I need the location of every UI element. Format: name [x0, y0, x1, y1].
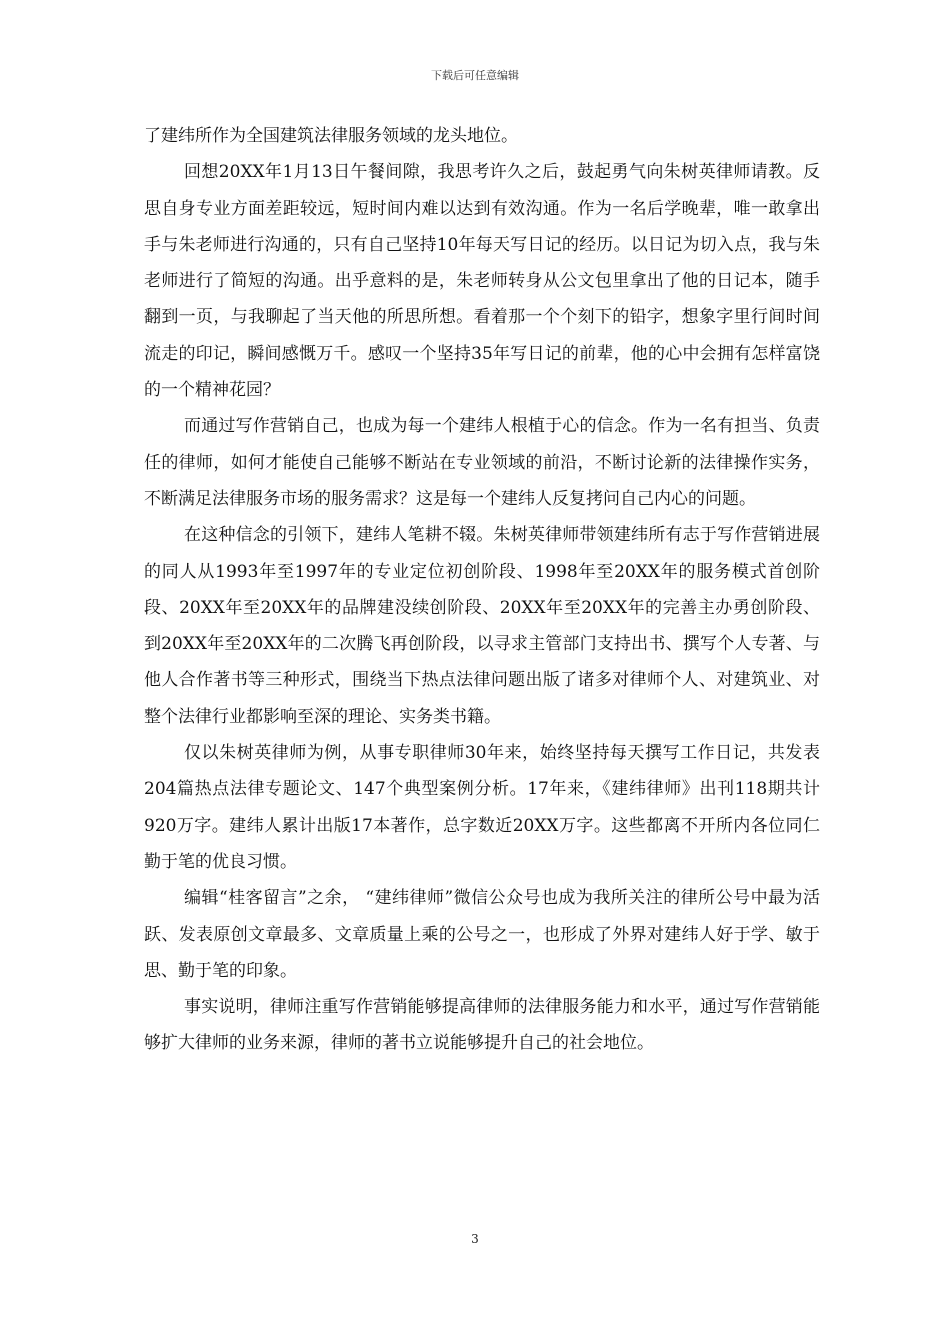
- paragraph: 回想20XX年1月13日午餐间隙，我思考许久之后，鼓起勇气向朱树英律师请教。反思自身专业方面差距较远，短时间内难以达到有效沟通。作为一名后学晚辈，唯一敢拿出手与朱老师进行沟通的，只有自己坚持10年每天写日记的经历。以日记为切入点，我与朱老师进行了简短的沟通。出乎意料的是，朱老师转身从公文包里拿出了他的日记本，随手翻到一页，与我聊起了当天他的所思所想。看着那一个个刻下的铅字，想象字里行间时间流走的印记，瞬间感慨万千。感叹一个坚持35年写日记的前辈，他的心中会拥有怎样富饶的一个精神花园？: [144, 162, 820, 401]
- document-body: [144, 118, 820, 1062]
- page-header: 下载后可任意编辑: [431, 69, 519, 82]
- paragraph: 在这种信念的引领下，建纬人笔耕不辍。朱树英律师带领建纬所有志于写作营销进展的同人从1993年至1997年的专业定位初创阶段、1998年至20XX年的服务模式首创阶段、20XX年至20XX年的品牌建没续创阶段、20XX年至20XX年的完善主办勇创阶段、到20XX年至20XX年的二次腾飞再创阶段，以寻求主管部门支持出书、撰写个人专著、与他人合作著书等三种形式，围绕当下热点法律问题出版了诸多对律师个人、对建筑业、对整个法律行业都影响至深的理论、实务类书籍。: [144, 525, 820, 727]
- paragraph: 事实说明，律师注重写作营销能够提高律师的法律服务能力和水平，通过写作营销能够扩大律师的业务来源，律师的著书立说能够提升自己的社会地位。: [144, 997, 820, 1054]
- paragraph: 编辑“桂客留言”之余， “建纬律师”微信公众号也成为我所关注的律所公号中最为活跃、发表原创文章最多、文章质量上乘的公号之一，也形成了外界对建纬人好于学、敏于思、勤于笔的印象。: [144, 888, 820, 981]
- paragraph-continuation: 了建纬所作为全国建筑法律服务领域的龙头地位。: [144, 126, 518, 146]
- paragraph: 而通过写作营销自己，也成为每一个建纬人根植于心的信念。作为一名有担当、负责任的律师，如何才能使自己能够不断站在专业领域的前沿，不断讨论新的法律操作实务，不断满足法律服务市场的服务需求？这是每一个建纬人反复拷问自己内心的问题。: [144, 416, 820, 509]
- paragraph: 仅以朱树英律师为例，从事专职律师30年来，始终坚持每天撰写工作日记，共发表204篇热点法律专题论文、147个典型案例分析。17年来，《建纬律师》出刊118期共计920万字。建纬人累计出版17本著作，总字数近20XX万字。这些都离不开所内各位同仁勤于笔的优良习惯。: [144, 743, 820, 872]
- page-number: 3: [471, 1232, 479, 1246]
